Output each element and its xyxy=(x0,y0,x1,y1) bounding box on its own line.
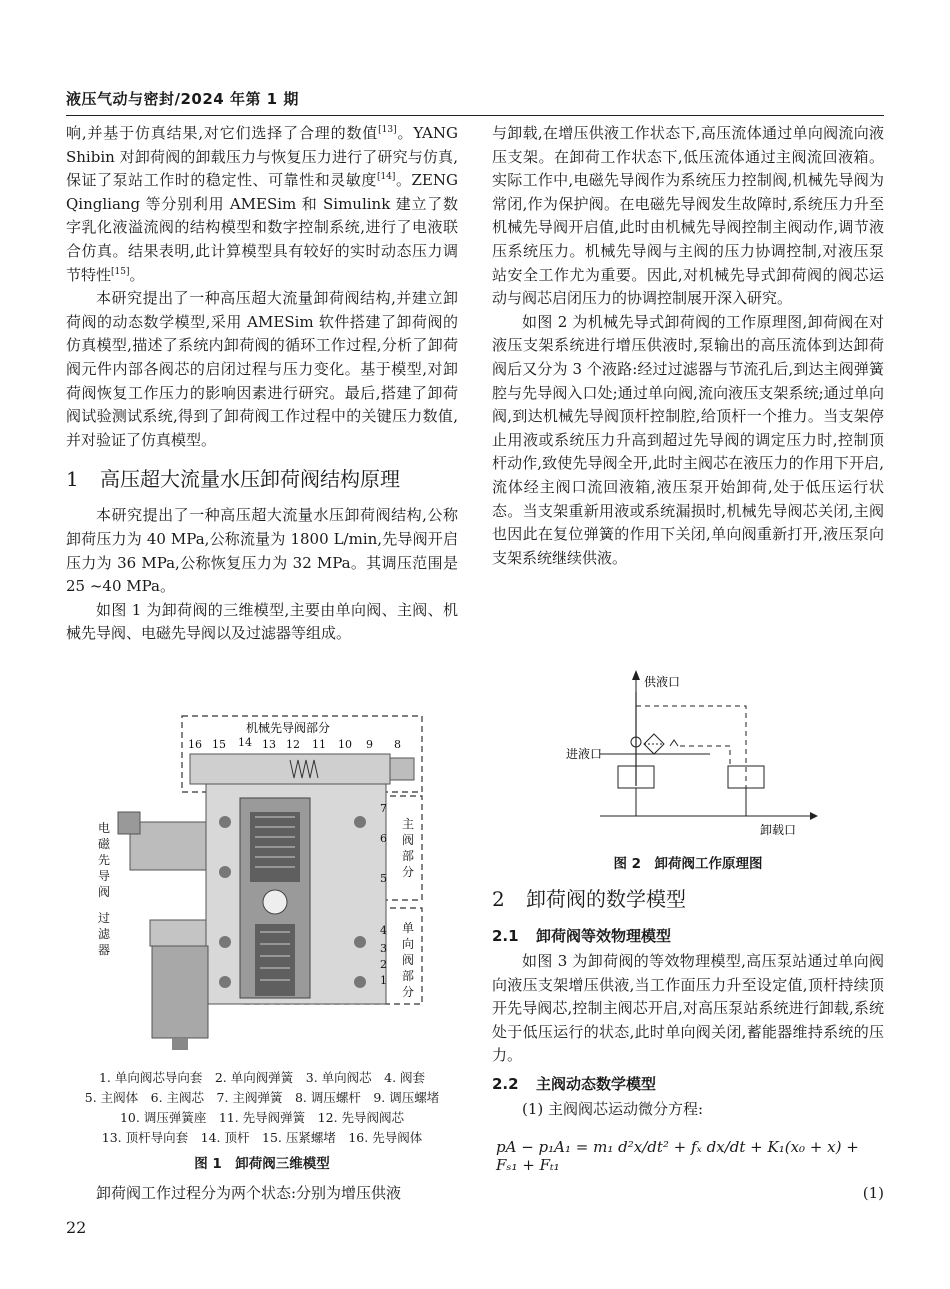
paragraph: 如图 3 为卸荷阀的等效物理模型,高压泵站通过单向阀向液压支架增压供液,当工作面压力升至设定值,顶杆持续顶开先导阀芯,控制主阀芯开启,对高压泵站系统进行卸载,系统处于低压运行的状态,此时单向阀关闭,蓄能器维持系统的压力。 xyxy=(492,952,884,1065)
part-number: 9 xyxy=(366,738,373,751)
header-rule xyxy=(66,115,884,116)
label-char: 部 xyxy=(402,969,415,983)
unload-port-label: 卸载口 xyxy=(760,823,797,837)
section-heading: 2 卸荷阀的数学模型 xyxy=(492,887,686,911)
figure-1-caption: 图 1 卸荷阀三维模型 xyxy=(194,1156,330,1172)
label-char: 器 xyxy=(98,943,111,957)
label-char: 先 xyxy=(98,853,111,867)
section-heading: 1 高压超大流量水压卸荷阀结构原理 xyxy=(66,467,400,492)
figure-1-legend: 1. 单向阀芯导向套 2. 单向阀弹簧 3. 单向阀芯 4. 阀套 5. 主阀体 6. 主阀芯 7. 主阀弹簧 8. 调压螺杆 9. 调压螺堵 10. 调压弹簧座 11. 先导阀弹簧 12. 先导阀阀芯 13. 顶杆导向套 14. 顶杆 15. 压紧螺堵 16. 先导阀体 xyxy=(84,1070,440,1145)
right-column-lower xyxy=(492,884,884,1122)
paragraph: 本研究提出了一种高压超大流量水压卸荷阀结构,公称卸荷压力为 40 MPa,公称流量为 1800 L/min,先导阀开启压力为 36 MPa,公称恢复压力为 32 MPa。其调压范围是 25 ~40 MPa。 xyxy=(66,506,458,596)
subsection-heading: 2.2 主阀动态数学模型 xyxy=(492,1074,657,1093)
citation[interactable]: [14] xyxy=(376,172,396,183)
supply-port-label: 供液口 xyxy=(644,675,681,689)
citation[interactable]: [13] xyxy=(378,125,397,135)
part-number: 1 xyxy=(380,974,387,987)
label-char: 滤 xyxy=(98,927,111,941)
figure-label: 机械先导阀部分 xyxy=(246,721,331,735)
label-char: 主 xyxy=(402,817,415,831)
part-number: 4 xyxy=(380,924,387,937)
label-char: 导 xyxy=(98,869,111,883)
part-number: 12 xyxy=(286,738,300,751)
label-char: 分 xyxy=(402,985,415,999)
subsection-heading: 2.1 卸荷阀等效物理模型 xyxy=(492,927,672,945)
left-column xyxy=(66,122,458,646)
part-number: 6 xyxy=(380,832,387,845)
figure-2-schematic xyxy=(560,666,822,844)
figure-1-valve-model xyxy=(90,712,436,1064)
part-number: 5 xyxy=(380,872,387,885)
paragraph: 如图 1 为卸荷阀的三维模型,主要由单向阀、主阀、机械先导阀、电磁先导阀以及过滤器等组成。 xyxy=(66,600,458,643)
inlet-port-label: 进液口 xyxy=(566,747,603,761)
equation-number: (1) xyxy=(862,1184,884,1202)
label-char: 磁 xyxy=(98,837,111,851)
label-char: 阀 xyxy=(98,885,111,899)
figure-2-caption: 图 2 卸荷阀工作原理图 xyxy=(613,856,763,872)
paragraph: 如图 2 为机械先导式卸荷阀的工作原理图,卸荷阀在对液压支架系统进行增压供液时,泵输出的高压流体到达卸荷阀后又分为 3 个液路:经过过滤器与节流孔后,到达主阀弹簧腔与先导阀入口处;通过单向阀,流向液压支架系统;通过单向阀,到达机械先导阀顶杆控制腔,给顶杆一个推力。当支架停止用液或系统压力升高到超过先导阀的调定压力时,控制顶杆动作,致使先导阀全开,此时主阀芯在液压力的作用下开启,流体经主阀口流回液箱,液压泵开始卸荷,处于低压运行状态。当支架重新用液或系统漏损时,机械先导阀芯关闭,主阀也因此在复位弹簧的作用下关闭,单向阀重新打开,液压泵向支架系统继续供液。 xyxy=(492,312,884,567)
label-char: 阀 xyxy=(402,953,415,967)
page-number: 22 xyxy=(66,1218,87,1237)
label-char: 阀 xyxy=(402,833,415,847)
part-number: 14 xyxy=(238,736,252,749)
right-column xyxy=(492,122,884,570)
label-char: 分 xyxy=(402,865,415,879)
part-number: 8 xyxy=(394,738,401,751)
paragraph: (1) 主阀阀芯运动微分方程: xyxy=(522,1099,704,1118)
running-header: 液压气动与密封/2024 年第 1 期 xyxy=(66,90,299,108)
part-number: 13 xyxy=(262,738,276,751)
part-number: 16 xyxy=(188,738,202,751)
equation-1 xyxy=(496,1138,884,1198)
part-number: 2 xyxy=(380,958,387,971)
paragraph: 与卸载,在增压供液工作状态下,高压流体通过单向阀流向液压支架。在卸荷工作状态下,低压流体通过主阀流回液箱。实际工作中,电磁先导阀作为系统压力控制阀,机械先导阀为常闭,作为保护阀。在电磁先导阀发生故障时,系统压力升至机械先导阀开启值,此时由机械先导阀控制主阀动作,调节液压系统压力。机械先导阀与主阀的压力协调控制,对液压泵站安全工作尤为重要。因此,对机械先导式卸荷阀的阀芯运动与阀芯启闭压力的协调控制展开深入研究。 xyxy=(492,124,884,308)
part-number: 7 xyxy=(380,802,387,815)
citation[interactable]: [15] xyxy=(111,266,130,277)
equation-rhs: m₁ d²x/dt² + fₓ dx/dt + K₁(x₀ + x) + Fₛ₁ + Fₜ₁ xyxy=(496,1138,859,1174)
part-number: 11 xyxy=(312,738,326,751)
part-number: 15 xyxy=(212,738,226,751)
label-char: 过 xyxy=(98,911,111,925)
paragraph: 卸荷阀工作过程分为两个状态:分别为增压供液 xyxy=(96,1184,402,1202)
equation-lhs: pA − p₁A₁ = xyxy=(496,1138,589,1156)
label-char: 单 xyxy=(402,921,415,935)
part-number: 3 xyxy=(380,942,387,955)
part-number: 10 xyxy=(338,738,352,751)
paragraph: 本研究提出了一种高压超大流量卸荷阀结构,并建立卸荷阀的动态数学模型,采用 AMESim 软件搭建了卸荷阀的仿真模型,描述了系统内卸荷阀的循环工作过程,分析了卸荷阀元件内部各阀芯的启闭过程与压力变化。基于模型,对卸荷阀恢复工作压力的影响因素进行研究。最后,搭建了卸荷阀试验测试系统,得到了卸荷阀工作过程中的关键压力数值,并对验证了仿真模型。 xyxy=(66,289,458,449)
paragraph: 响,并基于仿真结果,对它们选择了合理的数值[13]。YANG Shibin 对卸荷阀的卸载压力与恢复压力进行了研究与仿真,保证了泵站工作时的稳定性、可靠性和灵敏度[14]。ZENG Qingliang 等分别利用 AMESim 和 Simulink 建立了数字乳化液溢流阀的结构模型和数字控制系统,进行了电液联合仿真。结果表明,此计算模型具有较好的实时动态压力调节特性[15]。 xyxy=(66,124,458,284)
label-char: 部 xyxy=(402,849,415,863)
label-char: 电 xyxy=(98,821,111,835)
label-char: 向 xyxy=(402,937,415,951)
